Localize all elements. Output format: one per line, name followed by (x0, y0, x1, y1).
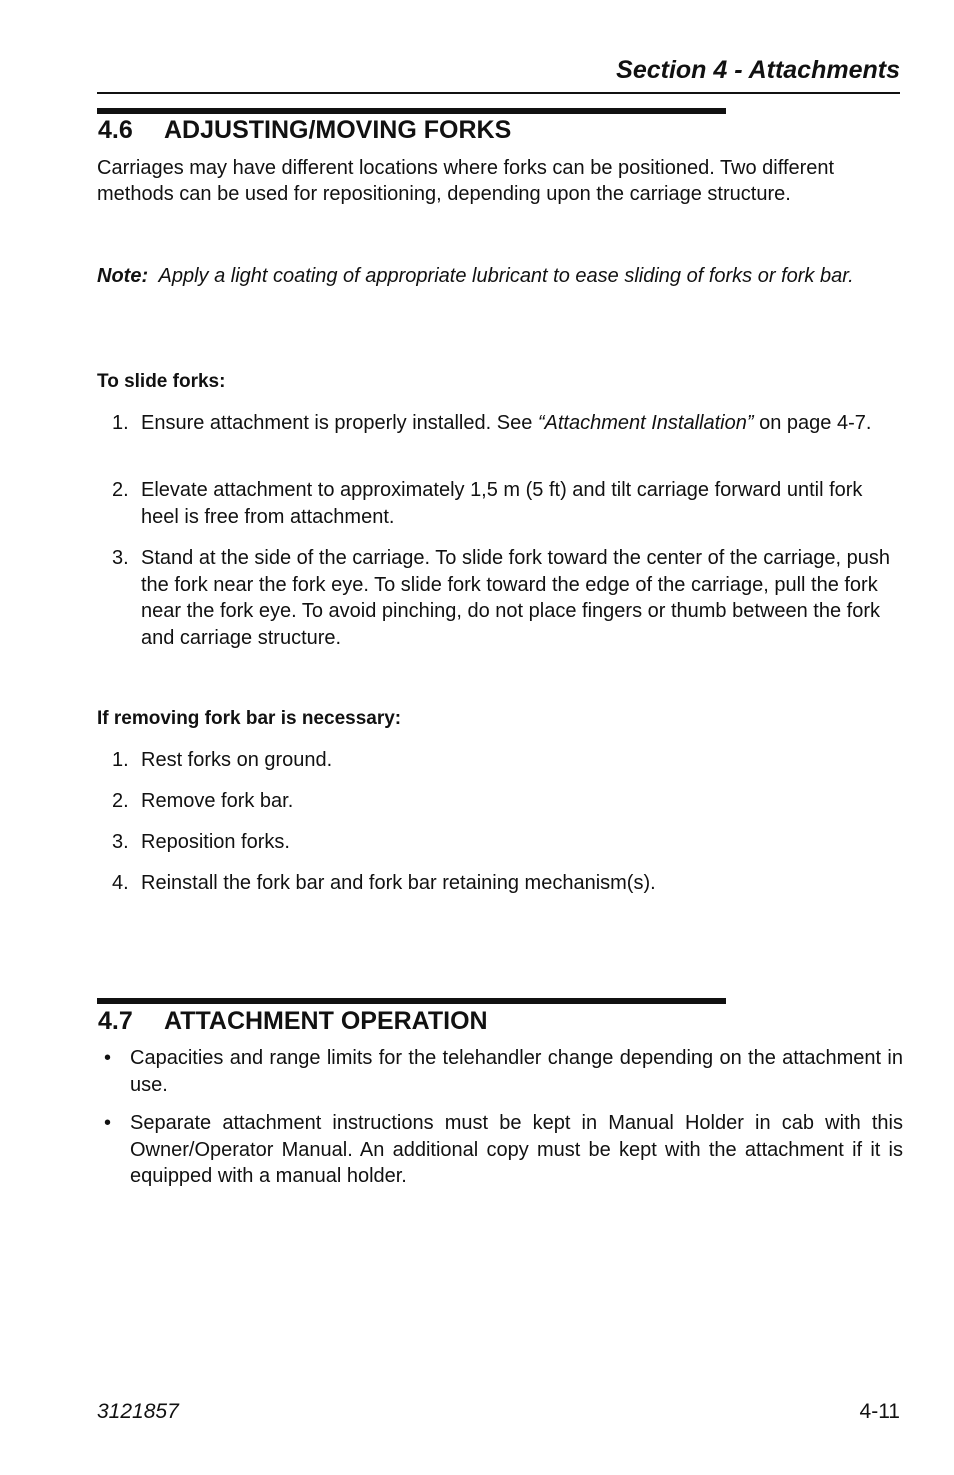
header-rule (97, 92, 900, 94)
list-item (112, 545, 902, 651)
step-text: Elevate attachment to approximately 1,5 m (5 ft) and tilt carriage forward until fork heel is free from attachment. (141, 479, 863, 528)
list-item (112, 870, 902, 897)
step-text: Remove fork bar. (141, 790, 294, 812)
bullet-icon: • (104, 1047, 112, 1069)
section-heading (98, 1007, 488, 1036)
step-number: 2. (112, 790, 129, 812)
step-text: Stand at the side of the carriage. To slide fork toward the center of the carriage, push the fork near the fork eye. To slide fork toward the edge of the carriage, pull the fork near the fork eye. To avoid pinching, do not place fingers or thumb between the fork and carriage structure. (141, 547, 890, 649)
bullet-text: Capacities and range limits for the telehandler change depending on the attachment in use. (130, 1047, 903, 1096)
bullet-text: Separate attachment instructions must be kept in Manual Holder in cab with this Owner/Operator Manual. An additional copy must be kept with the attachment if it is equipped with a manual holder. (130, 1112, 903, 1187)
sub-heading: To slide forks: (97, 371, 226, 392)
step-number: 1. (112, 412, 129, 434)
step-text: Rest forks on ground. (141, 749, 333, 771)
note-label: Note: (97, 265, 149, 287)
step-number: 3. (112, 547, 129, 569)
step-number: 4. (112, 872, 129, 894)
cross-reference: “Attachment Installation” (537, 412, 754, 434)
step-number: 1. (112, 749, 129, 771)
section-title: ATTACHMENT OPERATION (164, 1007, 488, 1035)
section-number: 4.7 (98, 1007, 133, 1035)
document-number: 3121857 (97, 1400, 179, 1423)
note-text: Apply a light coating of appropriate lubricant to ease sliding of forks or fork bar. (158, 265, 854, 287)
section-number: 4.6 (98, 116, 133, 144)
page-header-title: Section 4 - Attachments (616, 56, 900, 84)
list-item (112, 477, 902, 530)
step-number: 2. (112, 479, 129, 501)
list-item (112, 747, 902, 774)
bullet-icon: • (104, 1112, 112, 1134)
list-item (104, 1110, 903, 1190)
note-paragraph (97, 263, 903, 289)
section-title: ADJUSTING/MOVING FORKS (164, 116, 512, 144)
step-number: 3. (112, 831, 129, 853)
list-item (112, 829, 902, 856)
list-item (112, 410, 902, 437)
section-rule (97, 108, 726, 114)
intro-paragraph: Carriages may have different locations where forks can be positioned. Two different methods can be used for repositioning, depending upon the carriage structure. (97, 157, 835, 205)
step-text: Reposition forks. (141, 831, 290, 853)
list-item (112, 788, 902, 815)
step-text: Reinstall the fork bar and fork bar retaining mechanism(s). (141, 872, 656, 894)
step-text: Ensure attachment is properly installed. See “Attachment Installation” on page 4-7. (141, 412, 872, 434)
section-heading (98, 116, 511, 145)
page-number: 4-11 (859, 1400, 900, 1423)
section-rule (97, 998, 726, 1004)
list-item (104, 1045, 903, 1098)
sub-heading: If removing fork bar is necessary: (97, 708, 402, 729)
